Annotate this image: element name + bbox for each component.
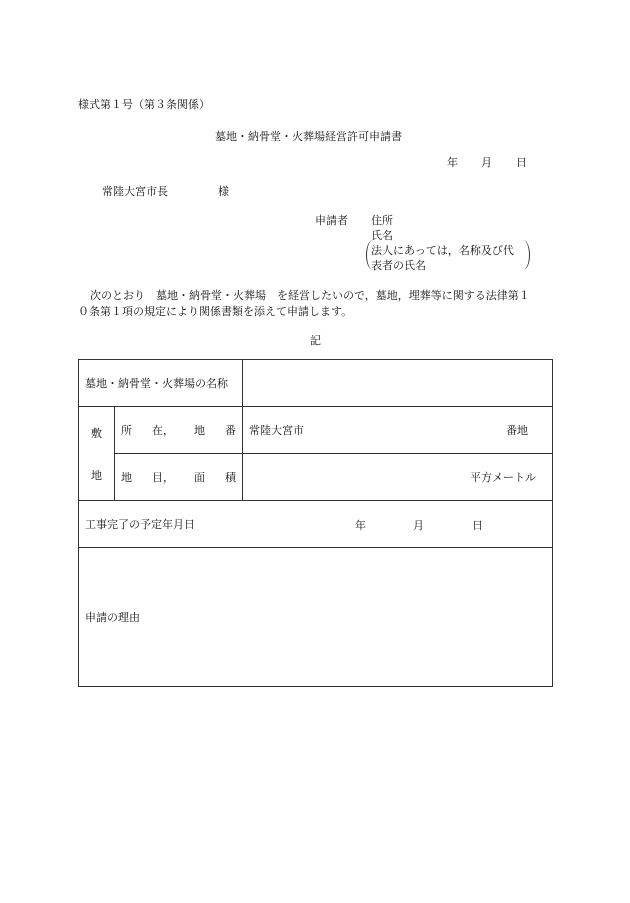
applicant-name-label: 氏名: [371, 229, 393, 242]
addressee-name: 常陸大宮市長: [102, 185, 168, 198]
ki-heading: 記: [310, 334, 321, 347]
date-day: 日: [516, 156, 527, 169]
completion-day: 日: [472, 519, 483, 532]
applicant-label: 申請者: [315, 214, 348, 227]
corp-note-line-2: 表者の氏名: [371, 259, 426, 272]
facility-name-row: [79, 360, 553, 407]
application-table: [78, 359, 553, 687]
date-month: 月: [481, 156, 492, 169]
completion-year: 年: [355, 519, 366, 532]
area-label-part: 目，: [152, 471, 174, 484]
area-label-part: 地: [121, 471, 132, 484]
site-label-2: 地: [91, 468, 102, 482]
completion-label: 工事完了の予定年月日: [85, 518, 195, 531]
area-field[interactable]: [243, 454, 553, 501]
location-field[interactable]: [243, 407, 553, 454]
completion-cell[interactable]: [79, 501, 553, 548]
area-row: [79, 454, 553, 501]
completion-row: [79, 501, 553, 548]
location-suffix: 番地: [506, 424, 528, 437]
corp-note-line-1: 法人にあっては，名称及び代: [371, 244, 514, 257]
completion-month: 月: [413, 519, 424, 532]
facility-name-field[interactable]: [243, 360, 553, 407]
location-prefix: 常陸大宮市: [249, 424, 304, 437]
body-text-line-2: ０条第１項の規定により関係書類を添えて申請します。: [78, 305, 353, 318]
location-label-part: 所: [121, 424, 132, 437]
area-unit: 平方メートル: [470, 471, 536, 484]
site-label-1: 敷: [91, 426, 102, 440]
area-label-part: 面: [194, 471, 205, 484]
facility-name-label: 墓地・納骨堂・火葬場の名称: [79, 360, 243, 407]
applicant-address-label: 住所: [371, 214, 393, 227]
document-title: 墓地・納骨堂・火葬場経営許可申請書: [215, 130, 402, 143]
addressee-honorific: 様: [218, 185, 229, 198]
location-label-part: 番: [225, 424, 236, 437]
reason-label: 申請の理由: [85, 611, 140, 624]
location-row: [79, 407, 553, 454]
form-number: 様式第１号（第３条関係）: [78, 98, 210, 111]
date-year: 年: [447, 156, 458, 169]
body-text-line-1: 次のとおり 墓地・納骨堂・火葬場 を経営したいので，墓地，埋葬等に関する法律第１: [90, 289, 530, 302]
area-label: [115, 454, 243, 501]
reason-row: [79, 548, 553, 687]
location-label: [115, 407, 243, 454]
site-label-cell: [79, 407, 115, 501]
reason-cell[interactable]: [79, 548, 553, 687]
location-label-part: 地: [194, 424, 205, 437]
location-label-part: 在，: [152, 424, 174, 437]
area-label-part: 積: [225, 471, 236, 484]
